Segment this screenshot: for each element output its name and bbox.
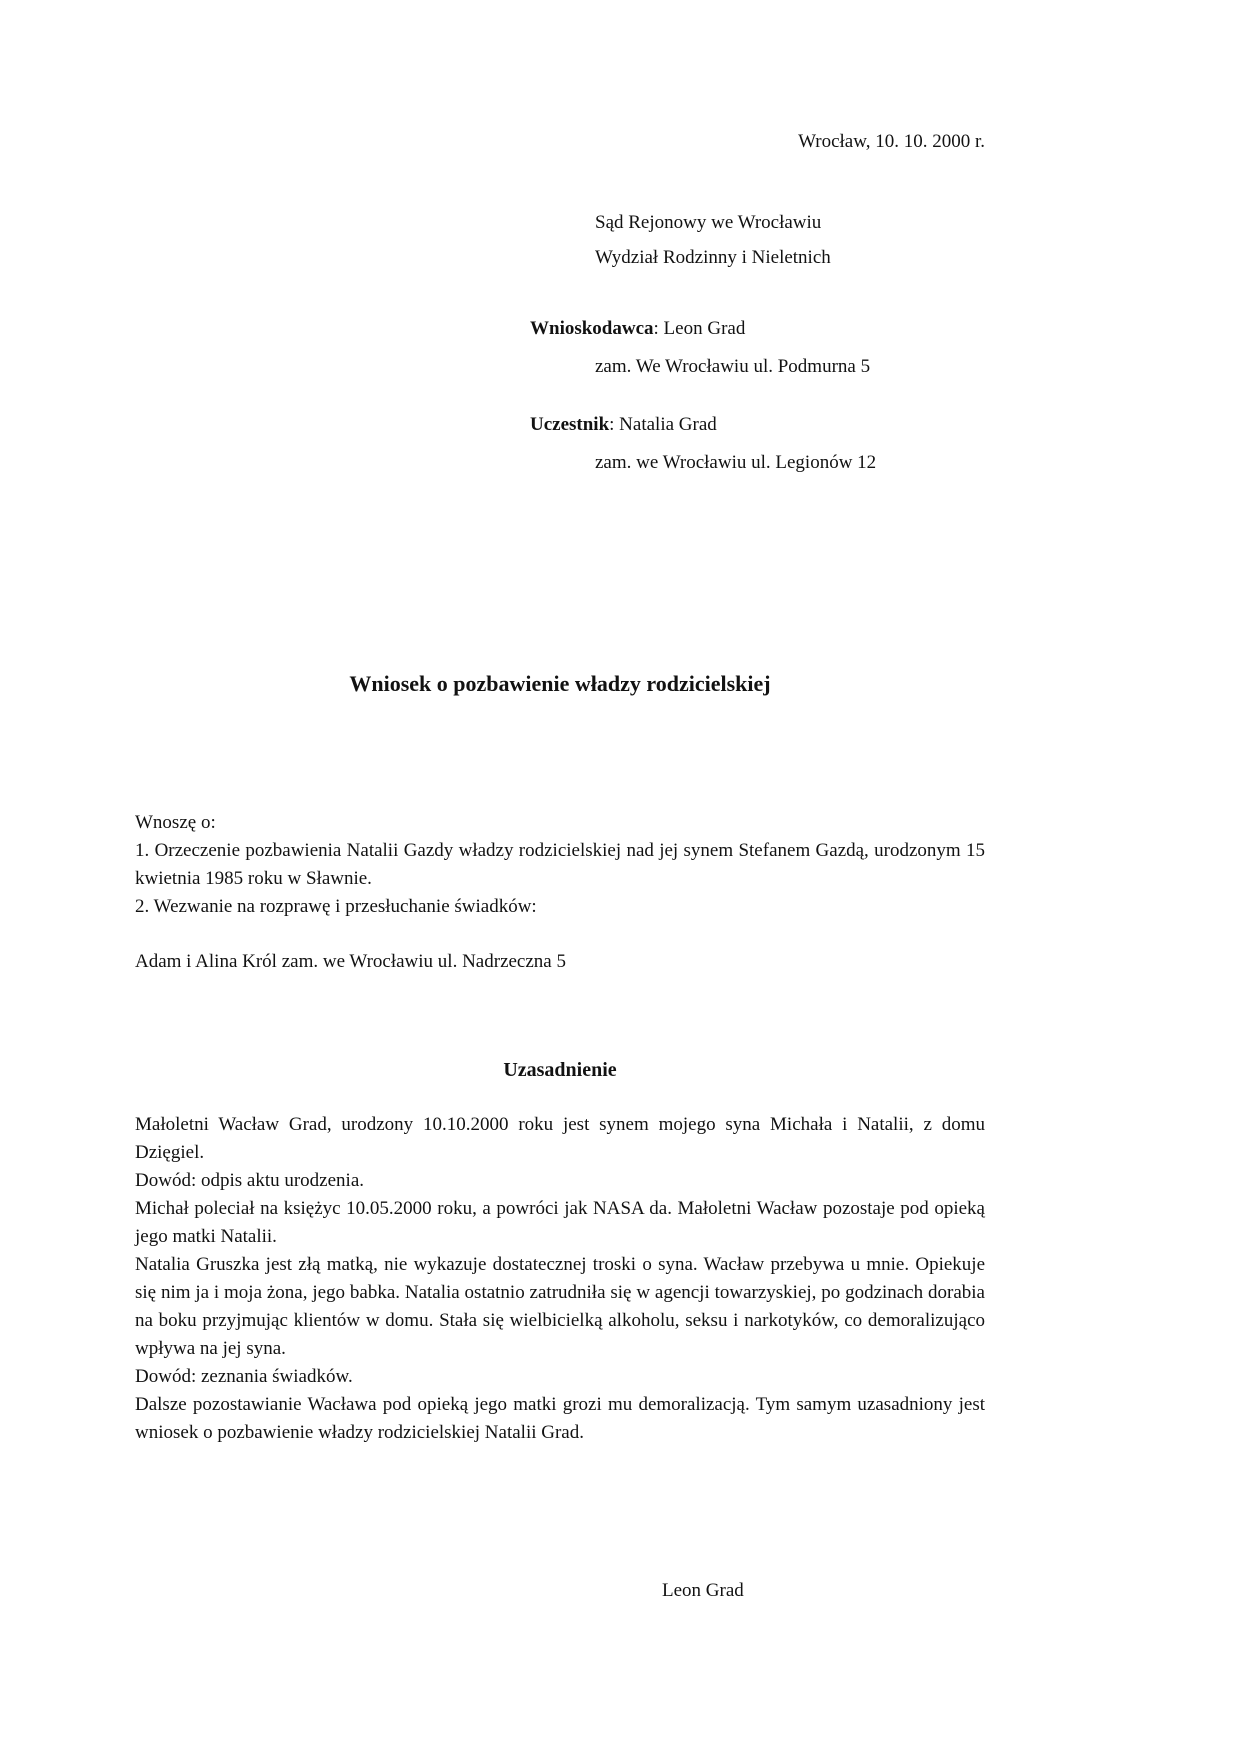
- justification-paragraph-1: Małoletni Wacław Grad, urodzony 10.10.2000 roku jest synem mojego syna Michała i Natalii, z domu Dzięgiel.: [135, 1114, 985, 1163]
- petition-item-1: 1. Orzeczenie pozbawienia Natalii Gazdy władzy rodzicielskiej nad jej synem Stefanem Gazdą, urodzonym 15 kwietnia 1985 roku w Sławnie.: [135, 840, 985, 889]
- applicant-block: [135, 315, 985, 381]
- applicant-name: : Leon Grad: [653, 318, 746, 339]
- applicant-label: Wnioskodawca: [530, 318, 654, 339]
- justification-paragraph-4: Natalia Gruszka jest złą matką, nie wykazuje dostatecznej troski o syna. Wacław przebywa u mnie. Opiekuje się nim ja i moja żona, jego babka. Natalia ostatnio zatrudniła się w agencji towarzyskiej, po godzinach dorabia na boku przyjmując klientów w domu. Stała się wielbicielką alkoholu, seksu i narkotyków, co demoralizująco wpływa na jej syna.: [135, 1254, 985, 1359]
- document-title: Wniosek o pozbawienie władzy rodzicielskiej: [349, 671, 771, 696]
- participant-line: [530, 411, 985, 439]
- participant-label: Uczestnik: [530, 414, 610, 435]
- justification-paragraph-2: Dowód: odpis aktu urodzenia.: [135, 1170, 365, 1191]
- justification-paragraph-5: Dowód: zeznania świadków.: [135, 1366, 353, 1387]
- witnesses-line: Adam i Alina Król zam. we Wrocławiu ul. Nadrzeczna 5: [135, 951, 566, 972]
- justification-body: [135, 1111, 985, 1447]
- participant-block: [135, 411, 985, 477]
- applicant-address: zam. We Wrocławiu ul. Podmurna 5: [595, 356, 871, 377]
- addressee-block: [595, 205, 985, 275]
- petition-item-2: 2. Wezwanie na rozprawę i przesłuchanie świadków:: [135, 896, 537, 917]
- participant-address: zam. we Wrocławiu ul. Legionów 12: [595, 452, 877, 473]
- participant-name: : Natalia Grad: [609, 414, 717, 435]
- document-content: [135, 0, 985, 1624]
- signature: Leon Grad: [662, 1580, 744, 1601]
- justification-paragraph-6: Dalsze pozostawianie Wacława pod opieką jego matki grozi mu demoralizacją. Tym samym uzasadniony jest wniosek o pozbawienie władzy rodzicielskiej Natalii Grad.: [135, 1394, 985, 1443]
- applicant-line: [530, 315, 985, 343]
- justification-paragraph-3: Michał poleciał na księżyc 10.05.2000 roku, a powróci jak NASA da. Małoletni Wacław pozostaje pod opieką jego matki Natalii.: [135, 1198, 985, 1247]
- addressee-division: Wydział Rodzinny i Nieletnich: [595, 247, 831, 268]
- petition-intro: Wnoszę o:: [135, 812, 216, 833]
- addressee-court: Sąd Rejonowy we Wrocławiu: [595, 212, 822, 233]
- date-line: Wrocław, 10. 10. 2000 r.: [798, 131, 985, 152]
- justification-heading: Uzasadnienie: [503, 1059, 617, 1081]
